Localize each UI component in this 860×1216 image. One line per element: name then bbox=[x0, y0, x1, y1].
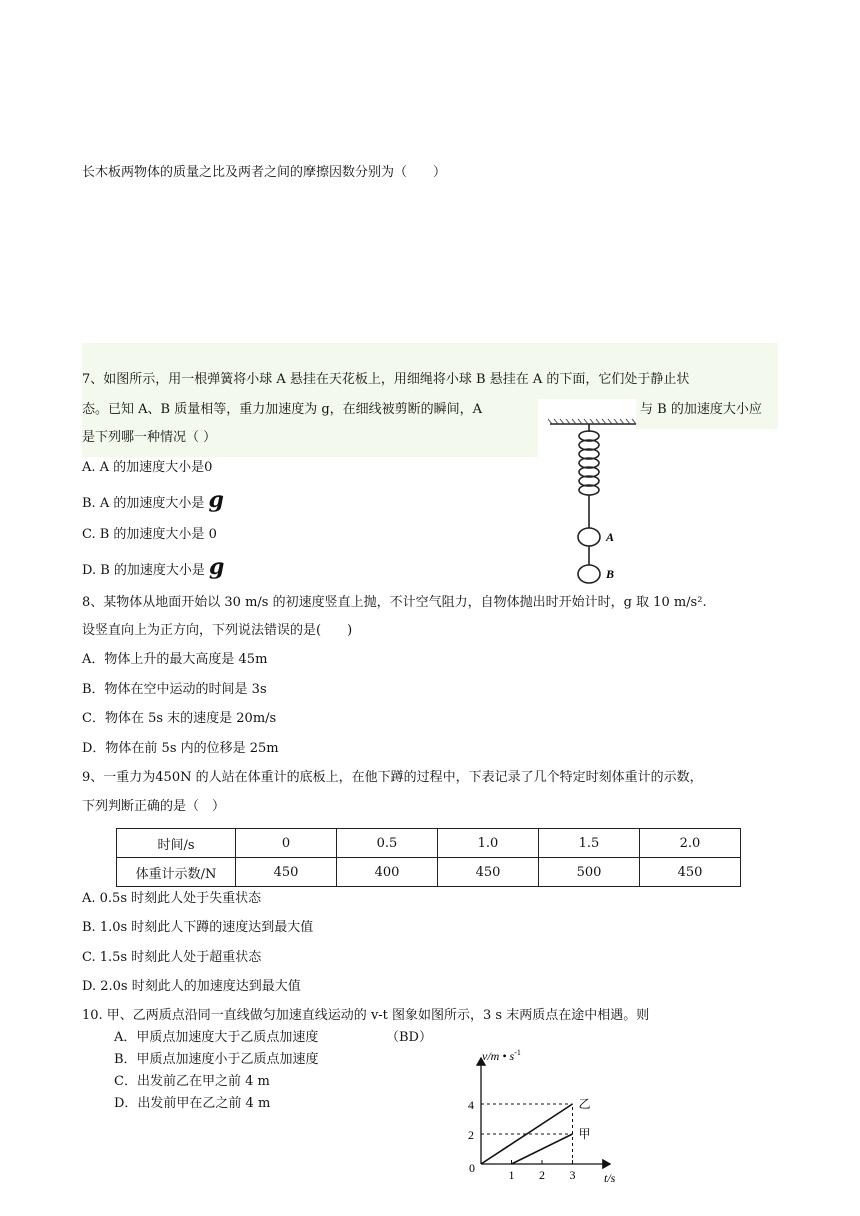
q7-line1: 7、如图所示，用一根弹簧将小球 A 悬挂在天花板上，用细绳将小球 B 悬挂在 A 的下面，它们处于静止状 bbox=[82, 372, 690, 387]
ball-b bbox=[578, 565, 600, 583]
q7-option-c: C. B 的加速度大小是 0 bbox=[82, 527, 217, 542]
series-label: 乙 bbox=[578, 1097, 591, 1111]
q9-option-d: D. 2.0s 时刻此人的加速度达到最大值 bbox=[82, 979, 301, 994]
table-cell: 0.5 bbox=[337, 829, 438, 858]
q7-line2b: 与 B 的加速度大小应 bbox=[640, 402, 762, 417]
q9-line1: 9、一重力为450N 的人站在体重计的底板上，在他下蹲的过程中，下表记录了几个特定时刻体重计的示数， bbox=[82, 770, 703, 785]
table-cell: 400 bbox=[337, 858, 438, 887]
x-tick-label: 2 bbox=[539, 1168, 545, 1182]
q7-option-d: D. B 的加速度大小是 g bbox=[82, 554, 225, 580]
q9-table bbox=[116, 828, 741, 887]
table-row bbox=[117, 858, 741, 887]
q10-line1: 10. 甲、乙两质点沿同一直线做匀加速直线运动的 v-t 图象如图所示，3 s 末两质点在途中相遇。则 bbox=[82, 1008, 650, 1023]
table-cell: 2.0 bbox=[640, 829, 741, 858]
q9-option-a: A. 0.5s 时刻此人处于失重状态 bbox=[82, 891, 262, 906]
table-row bbox=[117, 829, 741, 858]
q7-option-b: B. A 的加速度大小是 g bbox=[82, 487, 224, 513]
q10-answer: （BD） bbox=[386, 1030, 432, 1045]
label-b: B bbox=[606, 567, 615, 581]
x-tick-label: 3 bbox=[569, 1168, 576, 1182]
q7-line3: 是下列哪一种情况（ ） bbox=[82, 430, 217, 445]
q10-option-b: B．甲质点加速度小于乙质点加速度 bbox=[114, 1052, 319, 1067]
vt-graph bbox=[460, 1044, 630, 1184]
x-tick-label: 1 bbox=[508, 1168, 515, 1182]
table-cell: 450 bbox=[236, 858, 337, 887]
origin-label: 0 bbox=[469, 1161, 475, 1175]
table-cell: 450 bbox=[640, 858, 741, 887]
table-cell: 体重计示数/N bbox=[117, 858, 236, 887]
q10-option-d: D．出发前甲在乙之前 4 m bbox=[114, 1096, 271, 1111]
table-cell: 450 bbox=[438, 858, 539, 887]
q8-option-d: D．物体在前 5s 内的位移是 25m bbox=[82, 741, 279, 756]
q7-line2a: 态。已知 A、B 质量相等，重力加速度为 g，在细线被剪断的瞬间，A bbox=[82, 402, 483, 417]
q10-option-a: A．甲质点加速度大于乙质点加速度 bbox=[114, 1030, 319, 1045]
g-symbol: g bbox=[208, 487, 224, 513]
table-cell: 0 bbox=[236, 829, 337, 858]
ball-a bbox=[578, 528, 600, 546]
q8-line1: 8、某物体从地面开始以 30 m/s 的初速度竖直上抛，不计空气阻力，自物体抛出时开始计时，g 取 10 m/s². bbox=[82, 595, 707, 610]
table-cell: 1.0 bbox=[438, 829, 539, 858]
q7-option-a: A. A 的加速度大小是0 bbox=[82, 460, 213, 475]
q9-option-c: C. 1.5s 时刻此人处于超重状态 bbox=[82, 950, 262, 965]
q8-option-a: A．物体上升的最大高度是 45m bbox=[82, 652, 268, 667]
table-cell: 1.5 bbox=[539, 829, 640, 858]
y-axis-label: v/m • $s^{-1}$ bbox=[482, 1048, 521, 1063]
q10-option-c: C．出发前乙在甲之前 4 m bbox=[114, 1074, 270, 1089]
y-tick-label: 2 bbox=[468, 1128, 474, 1142]
fragment-line: 长木板两物体的质量之比及两者之间的摩擦因数分别为（ ） bbox=[82, 165, 447, 180]
label-a: A bbox=[606, 530, 615, 544]
spring bbox=[579, 424, 599, 528]
q9-option-b: B. 1.0s 时刻此人下蹲的速度达到最大值 bbox=[82, 920, 314, 935]
series-label: 甲 bbox=[578, 1127, 591, 1141]
spring-figure bbox=[548, 418, 638, 588]
q8-option-c: C．物体在 5s 末的速度是 20m/s bbox=[82, 711, 277, 726]
q8-option-b: B．物体在空中运动的时间是 3s bbox=[82, 682, 267, 697]
table-cell: 时间/s bbox=[117, 829, 236, 858]
q8-line2: 设竖直向上为正方向，下列说法错误的是( ) bbox=[82, 623, 353, 638]
g-symbol: g bbox=[209, 554, 225, 580]
q9-line2: 下列判断正确的是（ ） bbox=[82, 799, 226, 814]
table-cell: 500 bbox=[539, 858, 640, 887]
y-tick-label: 4 bbox=[468, 1098, 474, 1112]
x-axis-label: t/s bbox=[604, 1171, 616, 1184]
